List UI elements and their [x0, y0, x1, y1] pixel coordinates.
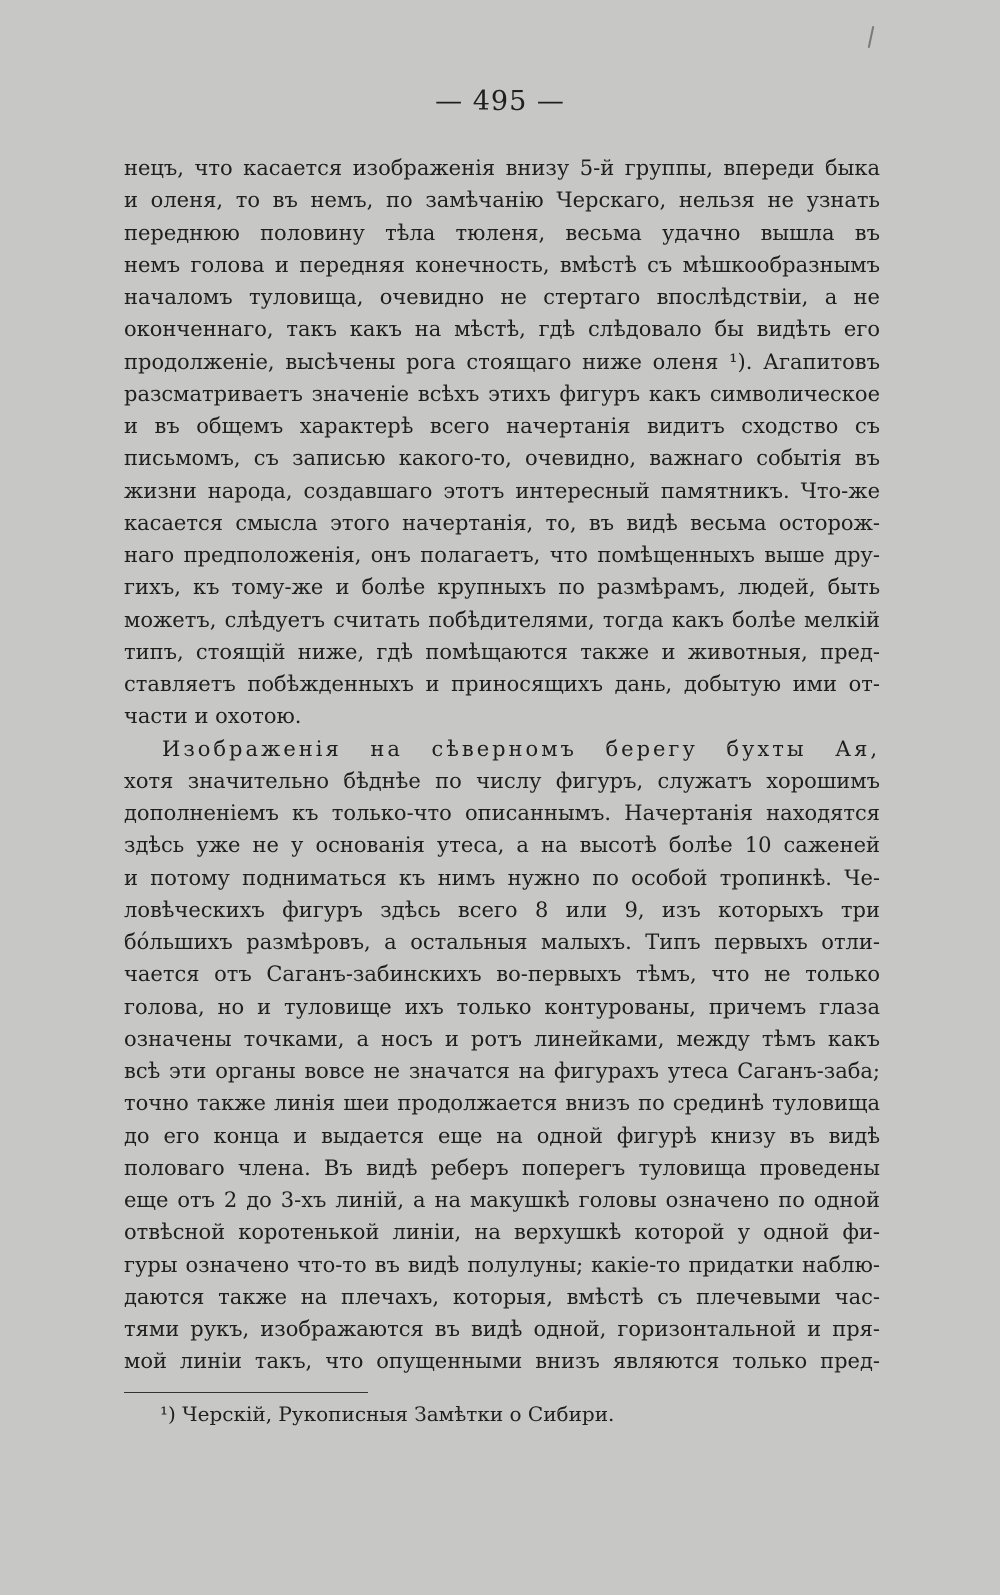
text-line: чается отъ Саганъ-забинскихъ во-первыхъ тѣмъ, что не только: [124, 962, 880, 987]
text-line: и въ общемъ характерѣ всего начертанія видитъ сходство съ: [124, 414, 880, 438]
footnote: ¹) Черскій, Рукописныя Замѣтки о Сибири.: [160, 1402, 615, 1426]
text-line: здѣсь уже не у основанія утеса, а на высотѣ болѣе 10 саженей: [124, 833, 880, 858]
text-line: продолженіе, высѣчены рога стоящаго ниже оленя ¹). Агапитовъ: [124, 349, 880, 374]
text-line: и потому подниматься къ нимъ нужно по особой тропинкѣ. Че-: [124, 865, 880, 890]
text-line: письмомъ, съ записью какого-то, очевидно, важнаго событія въ: [124, 446, 880, 471]
text-line: ставляетъ побѣжденныхъ и приносящихъ дань, добытую ими от-: [124, 672, 880, 696]
text-line: дополненіемъ къ только-что описаннымъ. Начертанія находятся: [124, 801, 880, 825]
text-line: гуры означено что-то въ видѣ полулуны; какіе-то придатки наблю-: [124, 1252, 880, 1277]
text-line: можетъ, слѣдуетъ считать побѣдителями, тогда какъ болѣе мелкій: [124, 607, 880, 632]
text-line: наго предположенія, онъ полагаетъ, что помѣщенныхъ выше дру-: [124, 543, 880, 567]
text-line: немъ голова и передняя конечность, вмѣстѣ съ мѣшкообразнымъ: [124, 252, 880, 277]
text-line: всѣ эти органы вовсе не значатся на фигурахъ утеса Саганъ-заба;: [124, 1059, 880, 1083]
text-line: переднюю половину тѣла тюленя, весьма удачно вышла въ: [124, 220, 880, 245]
text-line: жизни народа, создавшаго этотъ интересный памятникъ. Что-же: [124, 478, 880, 503]
text-line: части и охотою.: [124, 704, 302, 729]
paragraph-1: [124, 152, 880, 1378]
text-line: означены точками, а носъ и ротъ линейками, между тѣмъ какъ: [124, 1026, 880, 1051]
text-line: гихъ, къ тому-же и болѣе крупныхъ по размѣрамъ, людей, быть: [124, 575, 880, 600]
text-line: отвѣсной коротенькой линіи, на верхушкѣ которой у одной фи-: [124, 1220, 880, 1245]
text-line: точно также линія шеи продолжается внизъ по срединѣ туловища: [124, 1091, 880, 1116]
text-line: до его конца и выдается еще на одной фигурѣ книзу въ видѣ: [124, 1123, 880, 1148]
text-line: мой линіи такъ, что опущенными внизъ являются только пред-: [124, 1349, 880, 1374]
text-line: разсматриваетъ значеніе всѣхъ этихъ фигуръ какъ символическое: [124, 381, 880, 406]
paragraph-2-heading: Изображенія на сѣверномъ берегу бухты Ая,: [162, 736, 880, 761]
text-line: бо́льшихъ размѣровъ, а остальныя малыхъ. Типъ первыхъ отли-: [124, 930, 880, 954]
text-line: и оленя, то въ немъ, по замѣчанію Черскаго, нельзя не узнать: [124, 188, 880, 213]
text-line: еще отъ 2 до 3-хъ линій, а на макушкѣ головы означено по одной: [124, 1188, 880, 1212]
text-line: тями рукъ, изображаются въ видѣ одной, горизонтальной и пря-: [124, 1317, 880, 1341]
footnote-divider: [124, 1392, 368, 1393]
page-number: — 495 —: [435, 86, 565, 117]
text-line: ловѣческихъ фигуръ здѣсь всего 8 или 9, изъ которыхъ три: [124, 897, 880, 922]
text-line: оконченнаго, такъ какъ на мѣстѣ, гдѣ слѣдовало бы видѣть его: [124, 317, 880, 342]
text-line: началомъ туловища, очевидно не стертаго впослѣдствіи, а не: [124, 285, 880, 309]
text-line: даются также на плечахъ, которыя, вмѣстѣ съ плечевыми час-: [124, 1284, 880, 1309]
text-line: нецъ, что касается изображенія внизу 5-й группы, впереди быка: [124, 156, 880, 180]
text-line: голова, но и туловище ихъ только контурованы, причемъ глаза: [124, 994, 880, 1019]
text-line: хотя значительно бѣднѣе по числу фигуръ, служатъ хорошимъ: [124, 768, 880, 793]
text-line: типъ, стоящій ниже, гдѣ помѣщаются также и животныя, пред-: [124, 639, 880, 664]
scan-artifact-mark: [868, 26, 875, 48]
text-line: касается смысла этого начертанія, то, въ видѣ весьма осторож-: [124, 510, 880, 535]
text-line: половаго члена. Въ видѣ реберъ поперегъ туловища проведены: [124, 1155, 880, 1180]
